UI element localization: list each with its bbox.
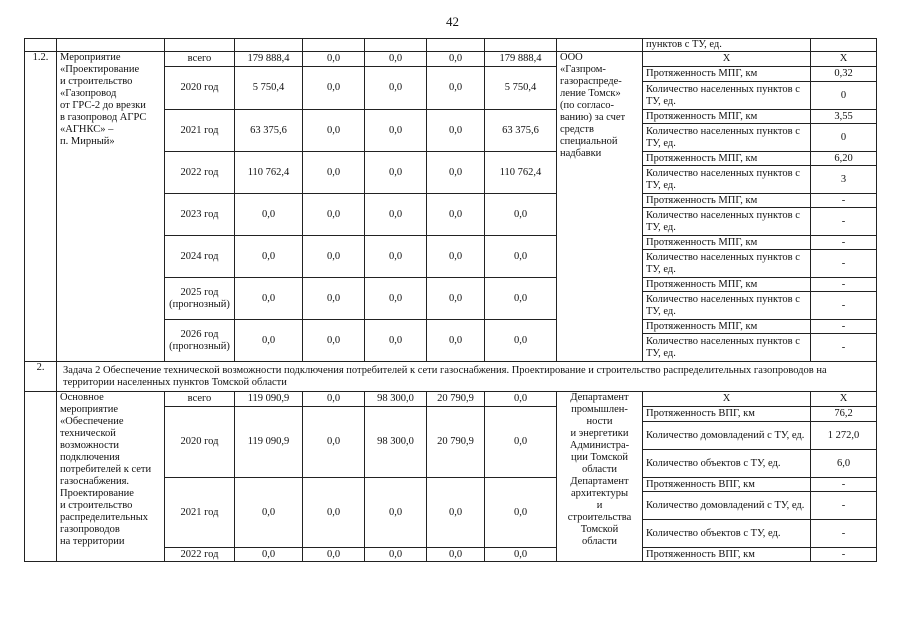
value-cell: 0,0 <box>427 320 485 362</box>
value-cell: 0,0 <box>427 194 485 236</box>
indicator-value: 1 272,0 <box>811 422 877 450</box>
table-row <box>25 52 877 67</box>
indicator-value: 6,20 <box>811 152 877 166</box>
indicator-value: 0,32 <box>811 67 877 82</box>
program-table <box>24 38 877 562</box>
value-cell: 0,0 <box>235 478 303 548</box>
indicator-value: 3 <box>811 166 877 194</box>
indicator-value: - <box>811 292 877 320</box>
indicator-value: - <box>811 478 877 492</box>
indicator-value: - <box>811 548 877 562</box>
value-cell: 0,0 <box>235 548 303 562</box>
value-cell: 0,0 <box>303 236 365 278</box>
value-cell: 0,0 <box>427 152 485 194</box>
value-cell: 0,0 <box>365 320 427 362</box>
value-cell: 0,0 <box>485 392 557 407</box>
indicator-name: пунктов с ТУ, ед. <box>643 39 811 52</box>
indicator-name: Протяженность МПГ, км <box>643 320 811 334</box>
indicator-value: 76,2 <box>811 407 877 422</box>
value-cell: 20 790,9 <box>427 407 485 478</box>
task-number: 2. <box>25 362 57 392</box>
indicator-name: Количество объектов с ТУ, ед. <box>643 520 811 548</box>
value-cell: 98 300,0 <box>365 392 427 407</box>
indicator-value: X <box>811 392 877 407</box>
task-row <box>25 362 877 392</box>
value-cell: 5 750,4 <box>235 67 303 110</box>
indicator-name: Протяженность ВПГ, км <box>643 548 811 562</box>
indicator-value: 3,55 <box>811 110 877 124</box>
value-cell: 179 888,4 <box>485 52 557 67</box>
value-cell: 110 762,4 <box>235 152 303 194</box>
indicator-name: Количество населенных пунктов с ТУ, ед. <box>643 82 811 110</box>
value-cell: 63 375,6 <box>235 110 303 152</box>
value-cell: 0,0 <box>365 152 427 194</box>
carry-over-row <box>25 39 877 52</box>
value-cell: 0,0 <box>485 478 557 548</box>
year-cell: 2022 год <box>165 548 235 562</box>
indicator-name: Количество населенных пунктов с ТУ, ед. <box>643 250 811 278</box>
indicator-value: - <box>811 194 877 208</box>
main-measure-executor: Департамент промышлен- ности и энергетики Администра- ции Томской области Департамент архитектуры и строительства Томской области <box>557 392 643 562</box>
value-cell: 0,0 <box>427 548 485 562</box>
year-cell: 2021 год <box>165 110 235 152</box>
value-cell: 0,0 <box>235 236 303 278</box>
indicator-value: - <box>811 236 877 250</box>
indicator-value: - <box>811 492 877 520</box>
indicator-name: Протяженность МПГ, км <box>643 194 811 208</box>
value-cell: 98 300,0 <box>365 407 427 478</box>
year-cell: 2022 год <box>165 152 235 194</box>
main-measure-title: Основное мероприятие «Обеспечение технической возможности подключения потребителей к сети газоснабжения. Проектирование и строительство распределительных газопроводов на территории <box>57 392 165 562</box>
value-cell: 119 090,9 <box>235 407 303 478</box>
indicator-name: Количество населенных пунктов с ТУ, ед. <box>643 166 811 194</box>
value-cell: 0,0 <box>303 407 365 478</box>
row-number: 1.2. <box>25 52 57 362</box>
value-cell: 0,0 <box>303 67 365 110</box>
value-cell: 179 888,4 <box>235 52 303 67</box>
value-cell: 0,0 <box>303 548 365 562</box>
indicator-name: Протяженность МПГ, км <box>643 152 811 166</box>
task-description: Задача 2 Обеспечение технической возможности подключения потребителей к сети газоснабжения. Проектирование и строительство распределительных газопроводов на территории населенных пунктов Томской области <box>57 362 877 392</box>
value-cell: 0,0 <box>365 194 427 236</box>
value-cell: 0,0 <box>303 152 365 194</box>
indicator-value: 0 <box>811 82 877 110</box>
indicator-name: Количество домовладений с ТУ, ед. <box>643 492 811 520</box>
indicator-name: Количество населенных пунктов с ТУ, ед. <box>643 208 811 236</box>
value-cell: 0,0 <box>303 392 365 407</box>
value-cell: 0,0 <box>427 478 485 548</box>
executor: ООО «Газпром- газораспреде- ление Томск» (по согласо- ванию) за счет средств специальной надбавки <box>557 52 643 362</box>
indicator-name: Количество домовладений с ТУ, ед. <box>643 422 811 450</box>
value-cell: 5 750,4 <box>485 67 557 110</box>
indicator-name: X <box>643 392 811 407</box>
value-cell: 0,0 <box>427 67 485 110</box>
indicator-name: Количество объектов с ТУ, ед. <box>643 450 811 478</box>
value-cell: 0,0 <box>485 194 557 236</box>
value-cell: 0,0 <box>365 278 427 320</box>
value-cell: 0,0 <box>365 110 427 152</box>
value-cell: 0,0 <box>485 236 557 278</box>
indicator-value: - <box>811 320 877 334</box>
indicator-name: Протяженность МПГ, км <box>643 236 811 250</box>
indicator-name: X <box>643 52 811 67</box>
year-cell: 2021 год <box>165 478 235 548</box>
indicator-value: - <box>811 208 877 236</box>
value-cell: 0,0 <box>303 478 365 548</box>
indicator-value: - <box>811 334 877 362</box>
value-cell: 0,0 <box>427 52 485 67</box>
indicator-value: - <box>811 278 877 292</box>
value-cell: 0,0 <box>365 67 427 110</box>
value-cell: 0,0 <box>303 320 365 362</box>
year-cell: 2020 год <box>165 407 235 478</box>
value-cell: 0,0 <box>303 110 365 152</box>
value-cell: 0,0 <box>235 278 303 320</box>
year-cell: всего <box>165 52 235 67</box>
indicator-value: X <box>811 52 877 67</box>
indicator-value: - <box>811 250 877 278</box>
value-cell: 0,0 <box>365 236 427 278</box>
value-cell: 0,0 <box>485 407 557 478</box>
value-cell: 0,0 <box>303 278 365 320</box>
value-cell: 0,0 <box>235 320 303 362</box>
value-cell: 63 375,6 <box>485 110 557 152</box>
table-row <box>25 392 877 407</box>
value-cell: 119 090,9 <box>235 392 303 407</box>
indicator-name: Протяженность МПГ, км <box>643 110 811 124</box>
value-cell: 0,0 <box>427 110 485 152</box>
value-cell: 0,0 <box>365 548 427 562</box>
value-cell: 0,0 <box>427 236 485 278</box>
value-cell: 0,0 <box>485 278 557 320</box>
page-number: 42 <box>446 14 459 29</box>
year-cell: 2023 год <box>165 194 235 236</box>
indicator-name: Протяженность МПГ, км <box>643 278 811 292</box>
indicator-name: Количество населенных пунктов с ТУ, ед. <box>643 124 811 152</box>
indicator-value: - <box>811 520 877 548</box>
year-cell: 2026 год (прогнозный) <box>165 320 235 362</box>
indicator-value: 0 <box>811 124 877 152</box>
value-cell: 0,0 <box>235 194 303 236</box>
value-cell: 0,0 <box>365 478 427 548</box>
measure-title: Мероприятие «Проектирование и строительство «Газопровод от ГРС-2 до врезки в газопровод АГРС «АГНКС» – п. Мирный» <box>57 52 165 362</box>
value-cell: 0,0 <box>485 320 557 362</box>
value-cell: 0,0 <box>303 194 365 236</box>
indicator-name: Количество населенных пунктов с ТУ, ед. <box>643 334 811 362</box>
year-cell: 2025 год (прогнозный) <box>165 278 235 320</box>
year-cell: 2024 год <box>165 236 235 278</box>
value-cell: 20 790,9 <box>427 392 485 407</box>
indicator-name: Протяженность ВПГ, км <box>643 478 811 492</box>
value-cell: 0,0 <box>427 278 485 320</box>
indicator-value: 6,0 <box>811 450 877 478</box>
indicator-name: Протяженность МПГ, км <box>643 67 811 82</box>
indicator-name: Протяженность ВПГ, км <box>643 407 811 422</box>
value-cell: 110 762,4 <box>485 152 557 194</box>
indicator-name: Количество населенных пунктов с ТУ, ед. <box>643 292 811 320</box>
value-cell: 0,0 <box>303 52 365 67</box>
value-cell: 0,0 <box>485 548 557 562</box>
year-cell: всего <box>165 392 235 407</box>
year-cell: 2020 год <box>165 67 235 110</box>
value-cell: 0,0 <box>365 52 427 67</box>
